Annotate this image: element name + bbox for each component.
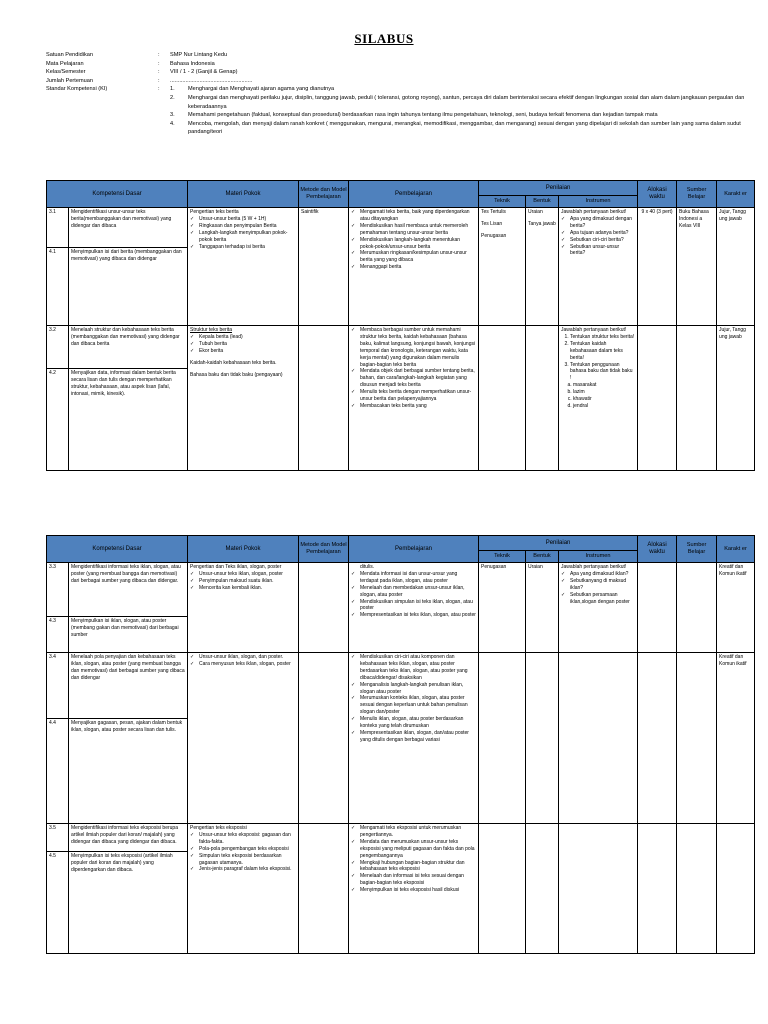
pembelajaran-cell: ✓ Mengamati teks eksposisi untuk merumuskan pengertiannya. ✓ Mendata dan merumuskan unsur-unsur teks eksposisi yang meliputi gagasan dan fakta dan pola pengembangannya ✓ Mengkaji hubungan bagian-bagian struktur dan kebahasaan teks eksposisi ✓ Menelaah dan informasi isi teks sesuai dengan bagian-bagian teks eksposisi ✓ Menyimpulkan isi teks eksposisi hasil diskusi — [349, 824, 479, 954]
metode-cell: Saintifik — [299, 208, 349, 326]
bentuk-cell — [526, 653, 559, 824]
header-alokasi: Alokasi waktu — [638, 536, 677, 563]
header-karakter: Karakt er — [717, 536, 755, 563]
teknik-cell: Tes Tertulis Tes Lisan Penugasan — [479, 208, 526, 326]
kd-text: Menyimpulkan isi iklan, slogan, atau poster (membang gakan dan memotivasi) dari berbagai sumber — [69, 617, 188, 653]
instrumen-cell: Jawablah pertanyaan berikut! ✓ Apa yang dimaksud iklan? ✓ Sebutkanyang di maksud iklan? ✓ Sebutkan persamaan iklan,slogan dengan poster — [559, 563, 638, 653]
identity-row: Mata Pelajaran : Bahasa Indonesia — [46, 60, 752, 69]
header-bentuk: Bentuk — [526, 551, 559, 563]
syllabus-table-2 — [46, 535, 755, 954]
identity-label: Standar Kompetensi (KI) — [46, 86, 108, 93]
kd-text: Mengidentifikasi informasi teks eksposisi berupa artikel ilmiah populer dari koran/ majalah) yang didengar dan dibaca yang didengar dan dibaca. — [69, 824, 188, 852]
identity-label: Jumlah Pertemuan — [46, 77, 93, 84]
kd-text: Menyimpulkan isi teks eksposisi (artikel ilmiah populer dari koran dan majalah) yang diperdengarkan dan dibaca. — [69, 852, 188, 954]
karakter-cell: Jujur, Tangg ung jawab — [717, 326, 755, 471]
teknik-cell: Penugasan — [479, 563, 526, 653]
instrumen-cell — [559, 653, 638, 824]
metode-cell — [299, 326, 349, 471]
identity-block — [46, 51, 752, 137]
instrumen-cell: Jawablah pertanyaan berikut! 1. Tentukan struktur teks berita! 2. Tentukan kaidah kebahasaan dalam teks berita! 3. Tentukan penggunaan bahasa baku dan tidak baku ! a. masarakat b. lazim c. khawatir d. jendral — [559, 326, 638, 471]
sumber-cell — [677, 563, 717, 653]
syllabus-table-1 — [46, 180, 755, 471]
instrumen-cell: Jawablah pertanyaan berikut! ✓ Apa yang dimaksud dengan berita? ✓ Apa tujuan adanya berita? ✓ Sebutkan ciri-ciri berita? ✓ Sebutkan unsur-unsur berita? — [559, 208, 638, 326]
kd-text: Menyajikan gagasan, pesan, ajakan dalam bentuk iklan, slogan, atau poster secara lisan dan tulis. — [69, 719, 188, 824]
teknik-cell — [479, 824, 526, 954]
kd-text: Menyajikan data, informasi dalam bentuk berita secara lisan dan tulis dengan memperhatikan struktur, kebahasaan, atau aspek lisan (lafal, intonasi, mimik, kinesik). — [69, 369, 188, 471]
karakter-cell — [717, 824, 755, 954]
ki-item: 1. Menghargai dan Menghayati ajaran agama yang dianutnya — [170, 86, 335, 93]
pembelajaran-cell: ✓ Membaca berbagai sumber untuk memahami struktur teks berita, kaidah kebahasaan (bahasa baku, kalimat langsung, konjungsi bawah, konjungsi temporal dan kronologis, keterangan waktu, kata kerja mental) yang digunakan dalam menulis bagian-bagian teks berita ✓ Mendata objek dari berbagai sumber tentang berita, bahan, dan cara/langkah-langkah kegiatan yang disusun menjadi teks berita ✓ Menulis teks berita dengan memperhatikan unsur-unsur berita dan pelapenyajiannya ✓ Membacakan teks berita yang — [349, 326, 479, 471]
karakter-cell: Jujur, Tangg ung jawab — [717, 208, 755, 326]
document-title: SILABUS — [354, 31, 414, 46]
header-sumber: Sumber Belajar — [677, 536, 717, 563]
alokasi-cell: 9 x 40 (3 pert) — [638, 208, 677, 326]
header-instrumen: Instrumen — [559, 551, 638, 563]
bentuk-cell: Uraian — [526, 563, 559, 653]
pembelajaran-cell: ditulis. ✓ Mendata informasi isi dan unsur-unsur yang terdapat pada iklan, slogan, atau poster ✓ Menelaah dan membedakan unsur-unsur iklan, slogan, atau poster ✓ Mendiskusikan simpulan isi teks iklan, slogan, atau poster ✓ Mempresentasikan isi teks iklan, slogan, atau poster — [349, 563, 479, 653]
kd-number: 3.5 — [47, 824, 69, 852]
pembelajaran-cell: ✓ Mengamati teks berita, baik yang diperdengarkan atau ditayangkan ✓ Mendiskusikan hasil membaca untuk memeroleh pemahaman tentang unsur-unsur berita ✓ Mendiskusikan langkah-langkah menentukan pokok-pokok/unsur-unsur berita ✓ Merumuskan ringkasan/kesimpulan unsur-unsur berita yang yang dibaca ✓ Menanggapi berita — [349, 208, 479, 326]
kd-number: 3.4 — [47, 653, 69, 719]
pembelajaran-cell: ✓ Mendiskusikan ciri-ciri atau komponen dan kebahasaan teks iklan, slogan, atau poster berdasarkan teks iklan, slogan, atau poster yang dibaca/didengar/ disaksikan ✓ Menganalisis langkah-langkah penulisan iklan, slogan atau poster ✓ Merumuskan konteks iklan, slogan, atau poster sesuai dengan keperluan untuk bahan penulisan slogan dan/poster ✓ Menulis iklan, slogan, atau poster berdasarkan konteks yang telah dirumuskan ✓ Mempresentasikan iklan, slogan, dan/atau poster yang ditulis dengan berbagai variasi — [349, 653, 479, 824]
identity-label: Mata Pelajaran — [46, 60, 84, 67]
identity-value: Bahasa Indonesia — [170, 60, 215, 67]
kd-number: 4.3 — [47, 617, 69, 653]
alokasi-cell — [638, 563, 677, 653]
header-kompetensi-dasar: Kompetensi Dasar — [47, 536, 188, 563]
header-penilaian: Penilaian — [479, 536, 638, 551]
teknik-cell — [479, 653, 526, 824]
identity-label: Satuan Pendidikan — [46, 52, 93, 58]
sumber-cell: Buku Bahasa Indonesi a Kelas VIII — [677, 208, 717, 326]
identity-row: Satuan Pendidikan : SMP Nur Lintang Kedu — [46, 51, 752, 60]
kd-text: Menelaah pola penyajian dan kebahasaan teks iklan, slogan, atau poster (yang membuat bangga dan memotivasi) dari berbagai sumber yang dibaca dan didengar — [69, 653, 188, 719]
alokasi-cell — [638, 824, 677, 954]
metode-cell — [299, 563, 349, 653]
kd-text: Mengidentifikasi unsur-unsur teks berita(membanggakan dan memotivasi) yang didengar dan dibaca — [69, 208, 188, 248]
kd-number: 4.2 — [47, 369, 69, 471]
sumber-cell — [677, 653, 717, 824]
materi-cell: ✓ Unsur-unsur iklan, slogan, dan poster. ✓ Cara menyusun teks iklan, slogan, poster — [188, 653, 299, 824]
header-metode: Metode dan Model Pembelajaran — [299, 536, 349, 563]
kd-number: 3.1 — [47, 208, 69, 248]
header-teknik: Teknik — [479, 551, 526, 563]
kd-text: Menyimpulkan isi dari berita (membanggakan dan memotivasi) yang dibaca dan didengar — [69, 248, 188, 326]
bentuk-cell: Uraian Tanya jawab — [526, 208, 559, 326]
karakter-cell: Kreatif dan Komun ikatif — [717, 563, 755, 653]
ki-item: 4. Mencoba, mengolah, dan menyaji dalam ranah konkret ( menggunakan, mengurai, merangkai, memodifikasi, menggambar, dan mengarang) sesuai dengan yang dipelajari di sekolah dan sumber lain yang sama dalam sudut pandang/teori — [170, 120, 741, 136]
ki-item: 3. Memahami pengetahuan (faktual, konseptual dan prosedural) berdasarkan rasa ingin tahunya tentang ilmu pengetahuan, teknologi, seni, budaya terkait fenomena dan kejadian tampak mata — [170, 112, 658, 119]
instrumen-cell — [559, 824, 638, 954]
header-pembelajaran: Pembelajaran — [349, 536, 479, 563]
materi-cell: Struktur teks berita ✓ Kepala berita (lead) ✓ Tubuh berita ✓ Ekor berita Kaidah-kaidah kebahasaan teks berita. Bahasa baku dan tidak baku (pengayaan) — [188, 326, 299, 471]
metode-cell — [299, 824, 349, 954]
ki-list — [170, 85, 752, 137]
header-bentuk: Bentuk — [526, 196, 559, 208]
kd-text: Mengidentifikasi informasi teks iklan, slogan, atau poster (yang membuat bangga dan memotivasi) dari berbagai sumber yang dibaca dan didengar. — [69, 563, 188, 617]
identity-row-ki: Standar Kompetensi (KI) : 1. Menghargai dan Menghayati ajaran agama yang dianutnya 2. Menghargai dan menghayati perilaku jujur, disiplin, tanggung jawab, peduli ( toleransi, gotong royong), santun, percaya diri dalam berinteraksi secara efektif dengan lingkungan sosial dan alam dalam jangkauan pergaulan dan keberadaannya 3. Memahami pengetahuan (faktual, konseptual dan prosedural) berdasarkan rasa ingin tahunya tentang ilmu pengetahuan, teknologi, seni, budaya terkait fenomena dan kejadian tampak mata 4. Mencoba, mengolah, dan menyaji dalam ranah konkret ( menggunakan, mengurai, merangkai, memodifikasi, menggambar, dan mengarang) sesuai dengan yang dipelajari di sekolah dan sumber lain yang sama dalam sudut pandang/teori — [46, 85, 752, 137]
header-karakter: Karakt er — [717, 181, 755, 208]
kd-number: 3.3 — [47, 563, 69, 617]
bentuk-cell — [526, 824, 559, 954]
header-materi-pokok: Materi Pokok — [188, 536, 299, 563]
header-kompetensi-dasar: Kompetensi Dasar — [47, 181, 188, 208]
header-teknik: Teknik — [479, 196, 526, 208]
karakter-cell: Kreatif dan Komun ikatif — [717, 653, 755, 824]
kd-number: 3.2 — [47, 326, 69, 369]
identity-row: Jumlah Pertemuan : ..................................................... — [46, 77, 752, 86]
materi-cell: Pengertian teks eksposisi ✓ Unsur-unsur teks eksposisi: gagasan dan fakta-fakta. ✓ Pola-pola pengembangan teks eksposisi ✓ Simpulan teks eksposisi berdasarkan gagasan utamanya. ✓ Jenis-jenis paragraf dalam teks eksposisi. — [188, 824, 299, 954]
sumber-cell — [677, 824, 717, 954]
header-instrumen: Instrumen — [559, 196, 638, 208]
materi-cell: Pengertian teks berita ✓ Unsur-unsur berita (5 W + 1H) ✓ Ringkasan dan penyimpulan Berita ✓ Langkah-langkah menyimpulkan pokok-pokok berita ✓ Tanggapan terhadap isi berita — [188, 208, 299, 326]
kd-number: 4.5 — [47, 852, 69, 954]
kd-text: Menelaah struktur dan kebahasaan teks berita (membanggakan dan memotivasi) yang didengar dan dibaca berita — [69, 326, 188, 369]
header-materi-pokok: Materi Pokok — [188, 181, 299, 208]
header-pembelajaran: Pembelajaran — [349, 181, 479, 208]
alokasi-cell — [638, 653, 677, 824]
materi-cell: Pengertian dan Teks iklan, slogan, poster ✓ Unsur-unsur teks iklan, slogan, poster ✓ Penyimpulan maksud suatu iklan. ✓ Mencerita kan kembali iklan. — [188, 563, 299, 653]
teknik-cell — [479, 326, 526, 471]
identity-label: Kelas/Semester — [46, 69, 86, 76]
identity-value: VIII / 1 - 2 (Ganjil & Genap) — [170, 69, 238, 76]
identity-value: ..................................................... — [170, 77, 253, 84]
alokasi-cell — [638, 326, 677, 471]
kd-number: 4.4 — [47, 719, 69, 824]
bentuk-cell — [526, 326, 559, 471]
header-sumber: Sumber Belajar — [677, 181, 717, 208]
header-metode: Metode dan Model Pembelajaran — [299, 181, 349, 208]
identity-value: SMP Nur Lintang Kedu — [170, 52, 228, 58]
ki-item: 2. Menghargai dan menghayati perilaku jujur, disiplin, tanggung jawab, peduli ( toleransi, gotong royong), santun, percaya diri dalam berinteraksi secara efektif dengan lingkungan sosial dan alam dalam jangkauan pergaulan dan keberadaannya — [170, 94, 745, 110]
sumber-cell — [677, 326, 717, 471]
metode-cell — [299, 653, 349, 824]
identity-row: Kelas/Semester : VIII / 1 - 2 (Ganjil & Genap) — [46, 68, 752, 77]
header-alokasi: Alokasi waktu — [638, 181, 677, 208]
kd-number: 4.1 — [47, 248, 69, 326]
header-penilaian: Penilaian — [479, 181, 638, 196]
